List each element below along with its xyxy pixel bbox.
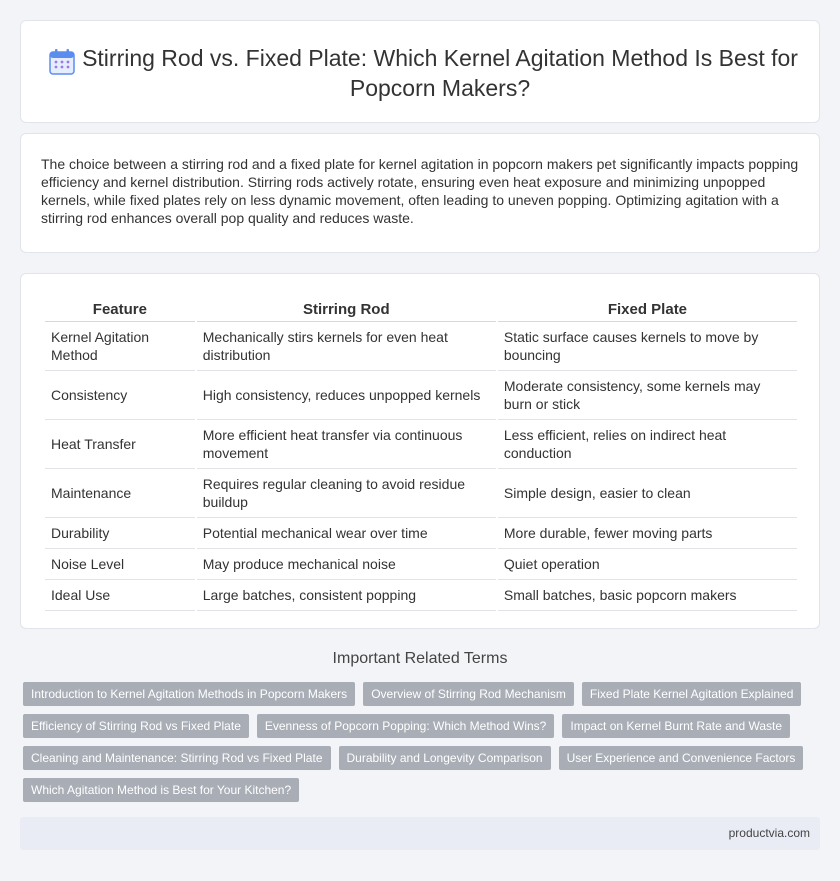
table-row bbox=[45, 518, 797, 549]
related-term-tag[interactable]: Overview of Stirring Rod Mechanism bbox=[363, 682, 574, 706]
table-cell: Potential mechanical wear over time bbox=[197, 518, 496, 549]
table-cell: Small batches, basic popcorn makers bbox=[498, 580, 797, 611]
calendar-icon bbox=[47, 47, 77, 77]
table-row bbox=[45, 420, 797, 469]
table-cell: Large batches, consistent popping bbox=[197, 580, 496, 611]
related-term-tag[interactable]: Evenness of Popcorn Popping: Which Method Wins? bbox=[257, 714, 554, 738]
table-cell: Maintenance bbox=[45, 469, 195, 518]
title-row bbox=[47, 43, 809, 103]
table-cell: Heat Transfer bbox=[45, 420, 195, 469]
table-row bbox=[45, 371, 797, 420]
table-cell: Quiet operation bbox=[498, 549, 797, 580]
table-cell: Noise Level bbox=[45, 549, 195, 580]
table-cell: Requires regular cleaning to avoid residue buildup bbox=[197, 469, 496, 518]
header-feature: Feature bbox=[45, 294, 195, 322]
related-terms-title: Important Related Terms bbox=[332, 650, 508, 667]
table-cell: Simple design, easier to clean bbox=[498, 469, 797, 518]
related-term-tag[interactable]: Which Agitation Method is Best for Your Kitchen? bbox=[23, 778, 299, 802]
table-cell: Moderate consistency, some kernels may burn or stick bbox=[498, 371, 797, 420]
table-row bbox=[45, 322, 797, 371]
table-row bbox=[45, 469, 797, 518]
table-cell: May produce mechanical noise bbox=[197, 549, 496, 580]
comparison-table bbox=[43, 294, 799, 611]
table-row bbox=[45, 580, 797, 611]
table-cell: High consistency, reduces unpopped kernels bbox=[197, 371, 496, 420]
comparison-card bbox=[20, 273, 820, 629]
header-card bbox=[20, 20, 820, 123]
related-term-tag[interactable]: Fixed Plate Kernel Agitation Explained bbox=[582, 682, 801, 706]
intro-paragraph: The choice between a stirring rod and a fixed plate for kernel agitation in popcorn makers pet significantly impacts popping efficiency and kernel distribution. Stirring rods actively rotate, ensuring even heat exposure and minimizing unpopped kernels, while fixed plates rely on less dynamic movement, often leading to uneven popping. Optimizing agitation with a stirring rod enhances overall pop quality and reduces waste. bbox=[41, 156, 799, 226]
table-row bbox=[45, 549, 797, 580]
table-header-row bbox=[45, 294, 797, 322]
header-fixed-plate: Fixed Plate bbox=[498, 294, 797, 322]
related-term-tag[interactable]: Durability and Longevity Comparison bbox=[339, 746, 551, 770]
footer-site-link[interactable]: productvia.com bbox=[728, 826, 810, 840]
page-title: Stirring Rod vs. Fixed Plate: Which Kernel Agitation Method Is Best for Popcorn Makers? bbox=[82, 45, 798, 101]
header-stirring-rod: Stirring Rod bbox=[197, 294, 496, 322]
table-cell: Ideal Use bbox=[45, 580, 195, 611]
table-cell: Kernel Agitation Method bbox=[45, 322, 195, 371]
table-cell: Less efficient, relies on indirect heat conduction bbox=[498, 420, 797, 469]
intro-card bbox=[20, 133, 820, 253]
related-term-tag[interactable]: Efficiency of Stirring Rod vs Fixed Plate bbox=[23, 714, 249, 738]
footer bbox=[20, 817, 820, 850]
table-cell: Durability bbox=[45, 518, 195, 549]
related-term-tag[interactable]: Cleaning and Maintenance: Stirring Rod vs Fixed Plate bbox=[23, 746, 331, 770]
table-cell: Consistency bbox=[45, 371, 195, 420]
related-term-tag[interactable]: Introduction to Kernel Agitation Methods in Popcorn Makers bbox=[23, 682, 355, 706]
table-cell: Mechanically stirs kernels for even heat distribution bbox=[197, 322, 496, 371]
table-cell: Static surface causes kernels to move by bouncing bbox=[498, 322, 797, 371]
table-cell: More efficient heat transfer via continuous movement bbox=[197, 420, 496, 469]
related-term-tag[interactable]: User Experience and Convenience Factors bbox=[559, 746, 804, 770]
table-cell: More durable, fewer moving parts bbox=[498, 518, 797, 549]
related-terms-list bbox=[23, 682, 823, 810]
related-term-tag[interactable]: Impact on Kernel Burnt Rate and Waste bbox=[562, 714, 790, 738]
